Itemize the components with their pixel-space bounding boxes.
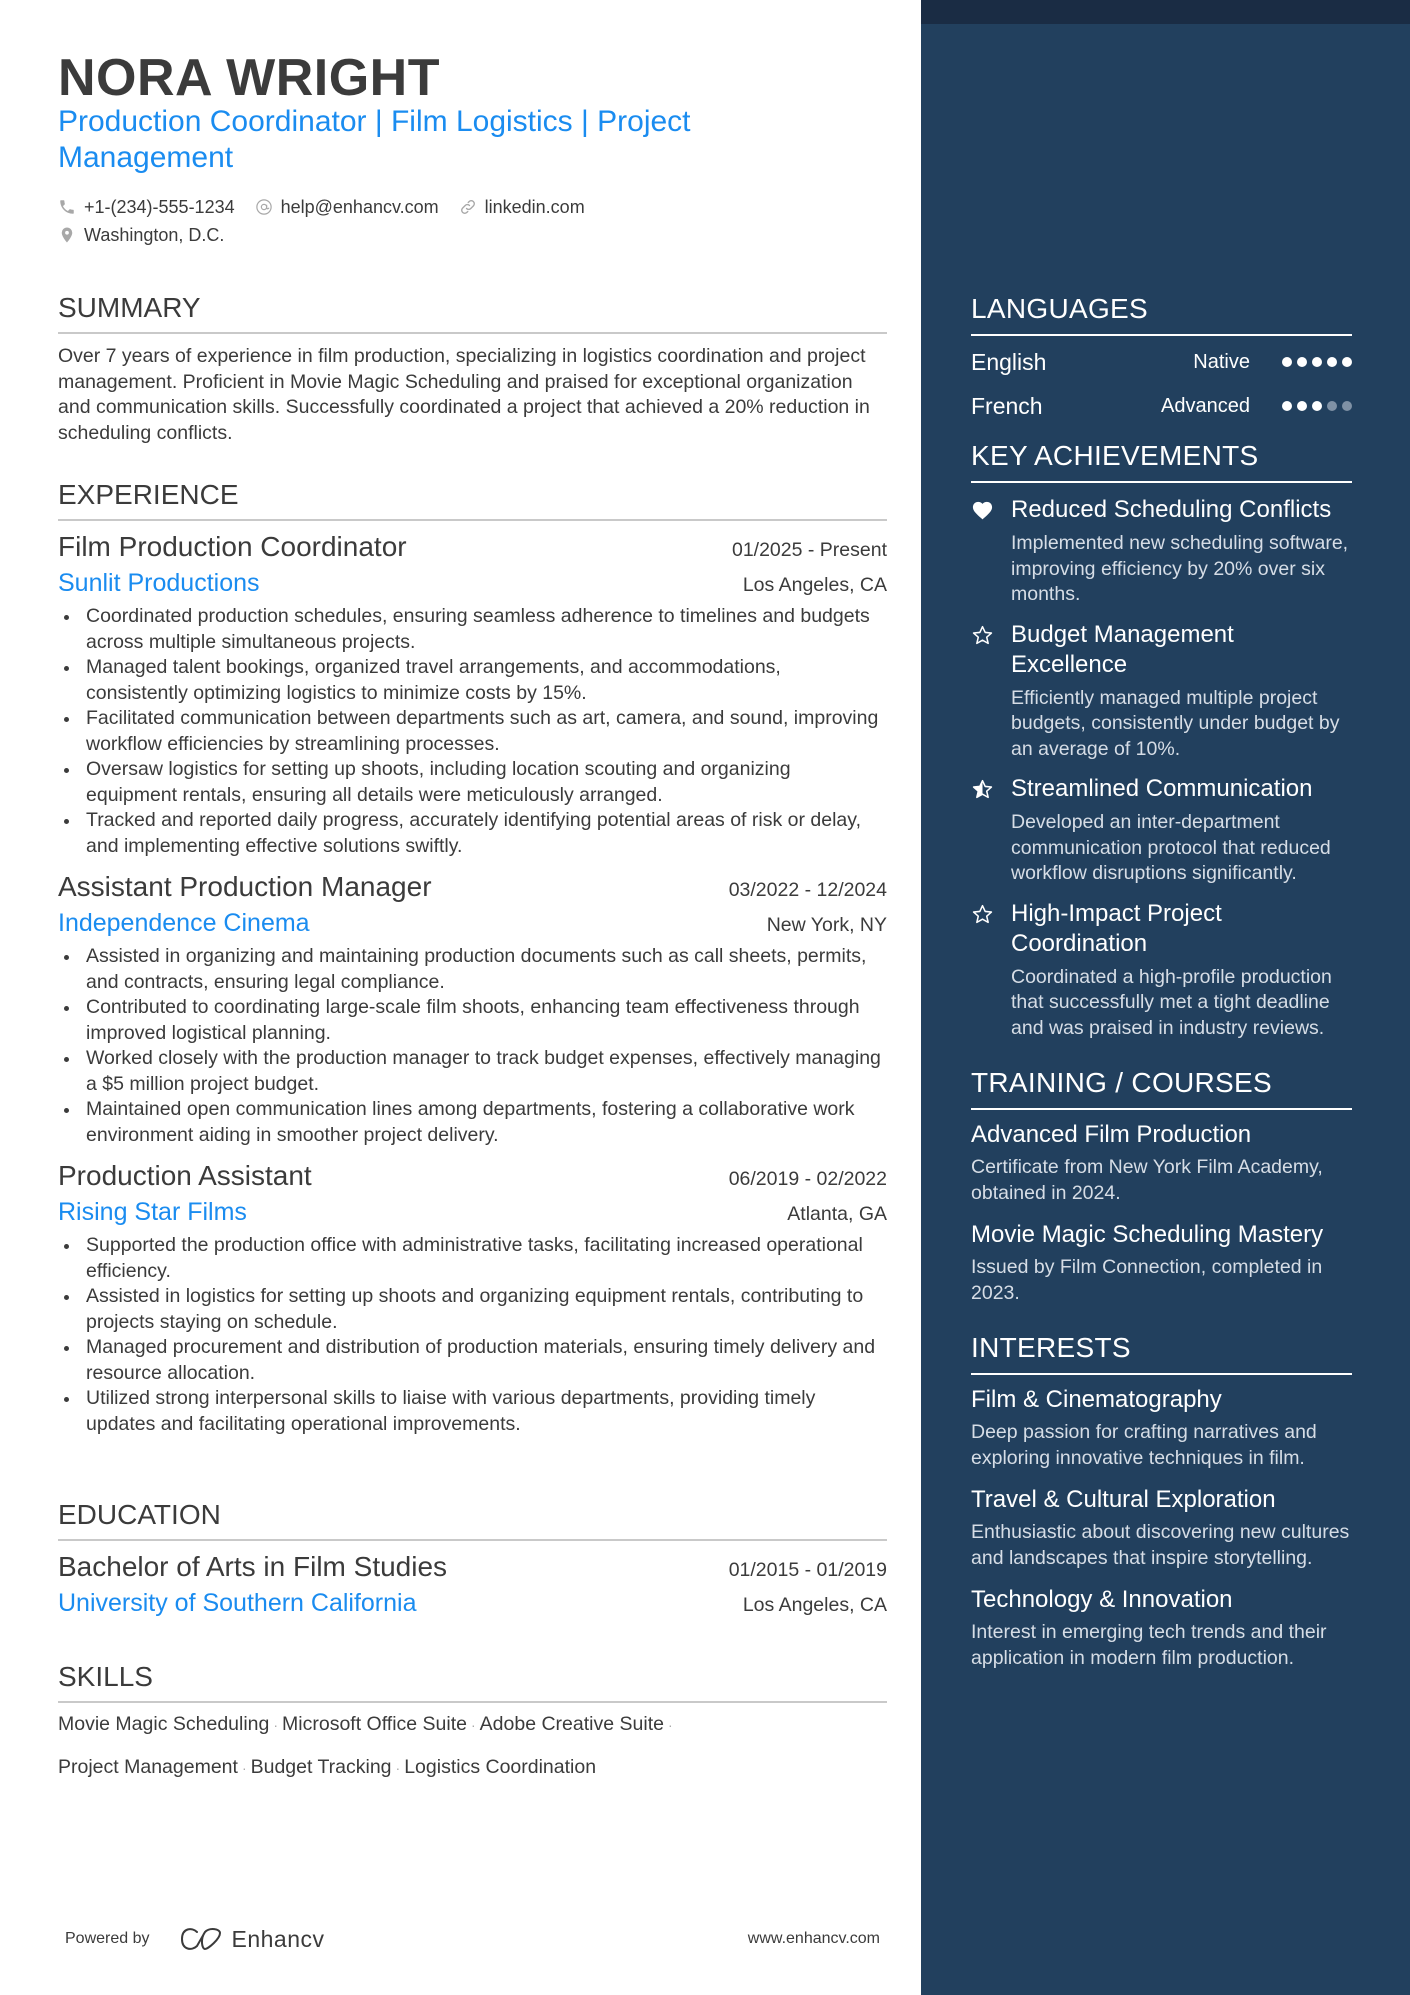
interests-section	[971, 1332, 1352, 1671]
location-pin-icon	[58, 226, 76, 244]
job-date: 01/2025 - Present	[731, 539, 887, 561]
interest-title: Film & Cinematography	[971, 1386, 1222, 1413]
dot-filled	[1327, 357, 1337, 367]
sidebar	[921, 0, 1410, 1995]
training-desc: Issued by Film Connection, completed in 2023.	[971, 1256, 1323, 1304]
star-outline-icon	[971, 624, 994, 647]
experience-section	[58, 479, 887, 1437]
company-name: Independence Cinema	[58, 909, 310, 937]
interest-item	[971, 1385, 1352, 1471]
achievement-desc: Coordinated a high-profile production that successfully met a tight deadline and was praised in industry reviews.	[1011, 965, 1332, 1039]
interest-desc: Interest in emerging tech trends and their application in modern film production.	[971, 1621, 1327, 1669]
contact-info	[58, 193, 605, 249]
section-title: EXPERIENCE	[58, 479, 887, 521]
interest-desc: Deep passion for crafting narratives and exploring innovative techniques in film.	[971, 1421, 1317, 1469]
training-section	[971, 1067, 1352, 1306]
interest-item	[971, 1585, 1352, 1671]
dot-filled	[1342, 357, 1352, 367]
brand-name: Enhancv	[231, 1925, 325, 1952]
bullet-item: Supported the production office with administrative tasks, facilitating increased operational efficiency.	[58, 1233, 887, 1284]
dot-empty	[1327, 401, 1337, 411]
achievement-desc: Implemented new scheduling software, improving efficiency by 20% over six months.	[1011, 532, 1349, 605]
training-item	[971, 1220, 1352, 1306]
skill-item: Microsoft Office Suite	[282, 1713, 467, 1735]
skills-section	[58, 1661, 887, 1789]
skill-separator: ·	[667, 1716, 673, 1733]
job-bullets	[58, 944, 887, 1148]
enhancv-logo[interactable]	[178, 1925, 325, 1953]
skill-item: Logistics Coordination	[404, 1755, 597, 1778]
dot-filled	[1312, 357, 1322, 367]
job-date: 06/2019 - 02/2022	[728, 1168, 887, 1190]
skills-list	[58, 1703, 887, 1789]
footer	[65, 1925, 880, 1953]
bullet-item: Assisted in logistics for setting up shoots and organizing equipment rentals, contributing to projects staying on schedule.	[58, 1284, 887, 1335]
language-name: English	[971, 348, 1047, 375]
bullet-item: Facilitated communication between departments such as art, camera, and sound, improving workflow efficiencies by streamlining processes.	[58, 706, 887, 757]
company-name: Sunlit Productions	[58, 569, 260, 597]
skill-item: Movie Magic Scheduling	[58, 1713, 270, 1735]
training-title: Advanced Film Production	[971, 1121, 1252, 1148]
experience-item	[58, 531, 887, 859]
interest-title: Technology & Innovation	[971, 1586, 1233, 1613]
language-item	[971, 340, 1352, 384]
achievements-section	[971, 440, 1352, 1041]
education-section	[58, 1499, 887, 1618]
bullet-item: Coordinated production schedules, ensuring seamless adherence to timelines and budgets across multiple simultaneous projects.	[58, 604, 887, 655]
bullet-item: Oversaw logistics for setting up shoots, including location scouting and organizing equipment rentals, ensuring all details were meticulously arranged.	[58, 757, 887, 808]
at-icon	[255, 198, 273, 216]
summary-text: Over 7 years of experience in film production, specializing in logistics coordination and project management. Proficient in Movie Magic Scheduling and praised for exceptional organization and communication skills. Successfully coordinated a project that achieved a 20% reduction in scheduling conflicts.	[58, 345, 870, 444]
job-title: Production Assistant	[58, 1160, 312, 1191]
sidebar-top-band	[921, 0, 1410, 24]
powered-by	[65, 1925, 325, 1953]
job-location: Atlanta, GA	[787, 1203, 887, 1225]
bullet-item: Tracked and reported daily progress, accurately identifying potential areas of risk or delay, and implementing effective solutions swiftly.	[58, 808, 887, 859]
bullet-item: Worked closely with the production manager to track budget expenses, effectively managing a $5 million project budget.	[58, 1046, 887, 1097]
training-item	[971, 1120, 1352, 1206]
dot-filled	[1282, 401, 1292, 411]
interest-item	[971, 1485, 1352, 1571]
dot-empty	[1342, 401, 1352, 411]
skill-item: Adobe Creative Suite	[479, 1713, 664, 1735]
achievement-item	[971, 899, 1352, 1042]
interest-desc: Enthusiastic about discovering new cultures and landscapes that inspire storytelling.	[971, 1521, 1350, 1569]
achievement-desc: Efficiently managed multiple project budgets, consistently under budget by an average of 10%.	[1011, 686, 1340, 760]
language-item	[971, 384, 1352, 428]
education-item	[58, 1551, 887, 1618]
phone-number: +1-(234)-555-1234	[84, 196, 235, 217]
star-outline-icon	[971, 903, 994, 926]
link-icon	[459, 198, 477, 216]
proficiency-dots	[1282, 357, 1352, 367]
language-level: Native	[1193, 350, 1250, 373]
contact-location	[58, 225, 224, 246]
bullet-item: Utilized strong interpersonal skills to liaise with various departments, providing timely updates and facilitating operational improvements.	[58, 1386, 887, 1437]
section-title: EDUCATION	[58, 1499, 887, 1541]
degree: Bachelor of Arts in Film Studies	[58, 1551, 448, 1582]
headline: Production Coordinator | Film Logistics | Project Management	[58, 105, 691, 174]
achievement-title: Reduced Scheduling Conflicts	[1011, 496, 1332, 523]
skill-item: Project Management	[58, 1755, 238, 1778]
skill-separator: ·	[241, 1759, 247, 1776]
job-location: New York, NY	[766, 914, 887, 936]
school-name: University of Southern California	[58, 1589, 417, 1617]
linkedin-url: linkedin.com	[484, 196, 585, 217]
section-title: KEY ACHIEVEMENTS	[971, 440, 1352, 483]
heart-icon	[971, 499, 994, 522]
company-name: Rising Star Films	[58, 1198, 247, 1226]
dot-filled	[1297, 401, 1307, 411]
candidate-name: NORA WRIGHT	[58, 49, 440, 107]
website-link[interactable]: www.enhancv.com	[747, 1930, 880, 1947]
email-address: help@enhancv.com	[280, 196, 439, 217]
achievement-title: Budget Management Excellence	[1011, 620, 1234, 678]
enhancv-logo-icon	[178, 1925, 224, 1953]
dot-filled	[1297, 357, 1307, 367]
job-title: Assistant Production Manager	[58, 871, 432, 902]
job-location: Los Angeles, CA	[742, 574, 887, 596]
interest-title: Travel & Cultural Exploration	[971, 1486, 1276, 1513]
skill-separator: ·	[471, 1716, 476, 1733]
achievement-desc: Developed an inter-department communication protocol that reduced workflow disruptions significantly.	[1011, 811, 1331, 884]
summary-section	[58, 292, 887, 446]
languages-section	[971, 293, 1352, 428]
job-date: 03/2022 - 12/2024	[728, 879, 887, 901]
section-title: INTERESTS	[971, 1332, 1352, 1375]
dot-filled	[1312, 401, 1322, 411]
achievement-item	[971, 774, 1352, 887]
section-title: TRAINING / COURSES	[971, 1067, 1352, 1110]
language-name: French	[971, 392, 1043, 419]
bullet-item: Managed talent bookings, organized travel arrangements, and accommodations, consistently optimizing logistics to minimize costs by 15%.	[58, 655, 887, 706]
education-date: 01/2015 - 01/2019	[728, 1559, 887, 1581]
bullet-item: Managed procurement and distribution of production materials, ensuring timely delivery and resource allocation.	[58, 1335, 887, 1386]
location-text: Washington, D.C.	[84, 224, 225, 245]
section-title: LANGUAGES	[971, 293, 1352, 336]
education-location: Los Angeles, CA	[742, 1594, 887, 1616]
achievement-item	[971, 620, 1352, 763]
powered-by-label: Powered by	[65, 1930, 150, 1947]
phone-icon	[58, 198, 76, 216]
bullet-item: Maintained open communication lines among departments, fostering a collaborative work environment aiding in smoother project delivery.	[58, 1097, 887, 1148]
contact-linkedin[interactable]	[459, 197, 585, 218]
achievement-title: High-Impact Project Coordination	[1011, 899, 1222, 957]
language-level: Advanced	[1161, 394, 1250, 417]
job-bullets	[58, 604, 887, 859]
skill-item: Budget Tracking	[250, 1755, 392, 1778]
contact-phone[interactable]	[58, 197, 235, 218]
bullet-item: Assisted in organizing and maintaining production documents such as call sheets, permits, and contracts, ensuring legal compliance.	[58, 944, 887, 995]
training-title: Movie Magic Scheduling Mastery	[971, 1221, 1324, 1248]
experience-item	[58, 1160, 887, 1437]
section-title: SUMMARY	[58, 292, 887, 334]
skill-separator: ·	[395, 1759, 401, 1776]
proficiency-dots	[1282, 401, 1352, 411]
contact-email[interactable]	[255, 197, 439, 218]
skill-separator: ·	[273, 1716, 279, 1733]
section-title: SKILLS	[58, 1661, 887, 1703]
experience-item	[58, 871, 887, 1148]
training-desc: Certificate from New York Film Academy, obtained in 2024.	[971, 1156, 1323, 1204]
star-half-icon	[971, 778, 994, 801]
achievement-title: Streamlined Communication	[1011, 775, 1313, 802]
bullet-item: Contributed to coordinating large-scale film shoots, enhancing team effectiveness through improved logistical planning.	[58, 995, 887, 1046]
job-title: Film Production Coordinator	[58, 531, 407, 562]
achievement-item	[971, 495, 1352, 608]
dot-filled	[1282, 357, 1292, 367]
job-bullets	[58, 1233, 887, 1437]
